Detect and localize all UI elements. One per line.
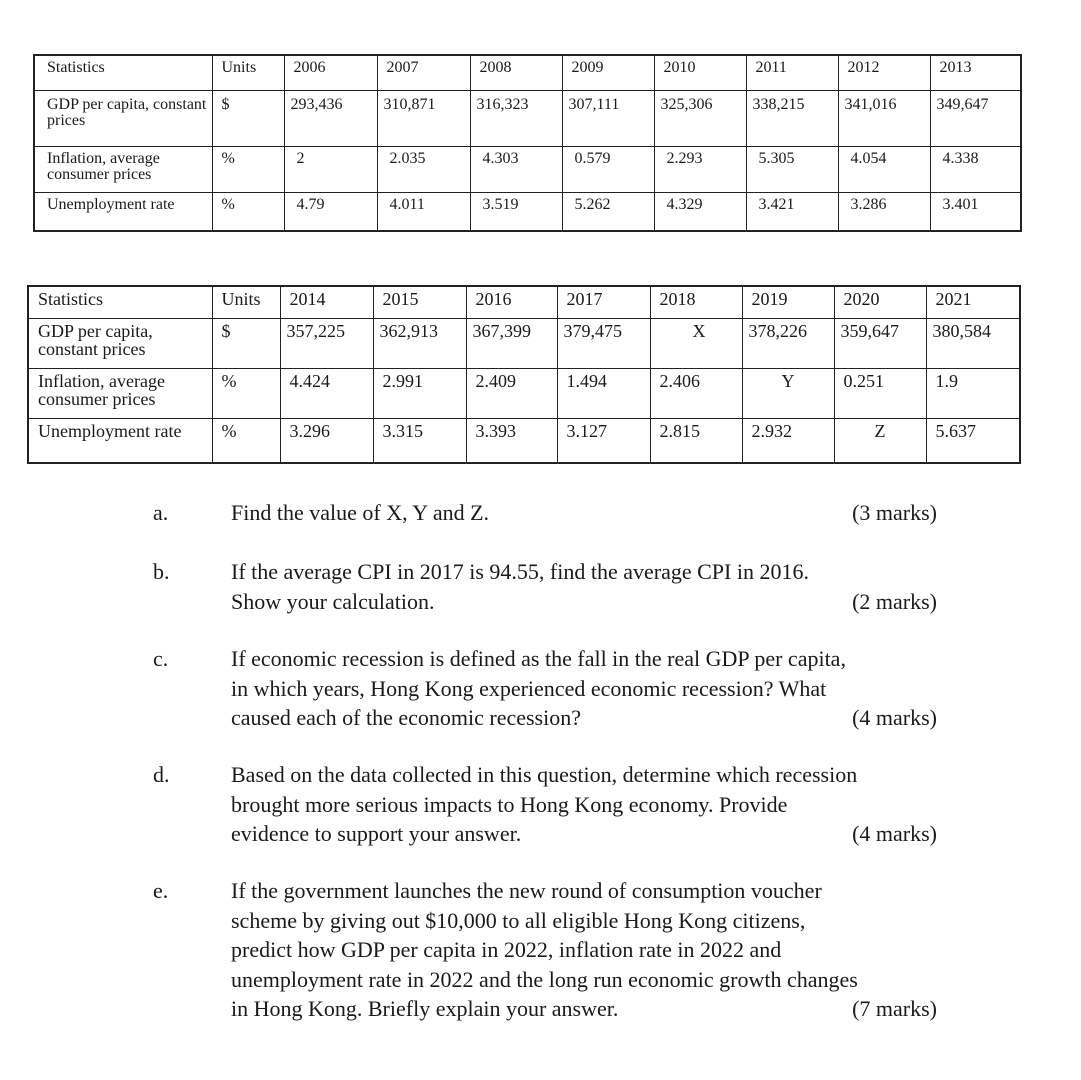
value-cell: 3.296 bbox=[280, 419, 373, 464]
unit-cell: $ bbox=[212, 91, 284, 147]
table-header-row bbox=[28, 286, 1020, 319]
header-cell: 2021 bbox=[926, 286, 1020, 319]
stats-table-2014-2021 bbox=[27, 285, 1021, 464]
value-cell: 3.127 bbox=[557, 419, 650, 464]
table-row bbox=[34, 91, 1021, 147]
value-cell: 3.401 bbox=[930, 193, 1021, 232]
row-label: Unemployment rate bbox=[34, 193, 212, 232]
value-cell: 293,436 bbox=[284, 91, 377, 147]
question-letter: e. bbox=[153, 878, 169, 903]
question-line: in Hong Kong. Briefly explain your answer. bbox=[231, 996, 619, 1021]
question-line: If economic recession is defined as the fall in the real GDP per capita, bbox=[231, 646, 846, 671]
value-cell: 2.991 bbox=[373, 369, 466, 419]
question-line: Find the value of X, Y and Z. bbox=[231, 500, 490, 525]
header-cell: 2016 bbox=[466, 286, 557, 319]
value-cell: 4.338 bbox=[930, 147, 1021, 193]
question-marks: (4 marks) bbox=[852, 821, 937, 846]
header-cell: 2019 bbox=[742, 286, 834, 319]
table-row bbox=[28, 419, 1020, 464]
header-cell: 2009 bbox=[562, 55, 654, 91]
header-cell: Statistics bbox=[34, 55, 212, 91]
header-cell: Statistics bbox=[28, 286, 212, 319]
question-line: If the average CPI in 2017 is 94.55, find the average CPI in 2016. bbox=[231, 559, 809, 584]
unit-cell: % bbox=[212, 193, 284, 232]
value-cell: 2.409 bbox=[466, 369, 557, 419]
header-cell: 2007 bbox=[377, 55, 470, 91]
row-label: Inflation, average consumer prices bbox=[28, 369, 212, 419]
question-letter: b. bbox=[153, 559, 170, 584]
table-row bbox=[34, 147, 1021, 193]
value-cell: 4.329 bbox=[654, 193, 746, 232]
question-line: caused each of the economic recession? bbox=[231, 705, 581, 730]
value-cell: 2.932 bbox=[742, 419, 834, 464]
value-cell: 4.054 bbox=[838, 147, 930, 193]
value-cell: 2.406 bbox=[650, 369, 742, 419]
value-cell: 3.393 bbox=[466, 419, 557, 464]
row-label: Inflation, average consumer prices bbox=[34, 147, 212, 193]
header-cell: 2006 bbox=[284, 55, 377, 91]
question-marks: (2 marks) bbox=[852, 588, 937, 614]
value-cell: 341,016 bbox=[838, 91, 930, 147]
question-line: brought more serious impacts to Hong Kong economy. Provide bbox=[231, 791, 788, 817]
value-cell: 3.421 bbox=[746, 193, 838, 232]
question-line: evidence to support your answer. bbox=[231, 821, 522, 846]
value-cell: 2.035 bbox=[377, 147, 470, 193]
unit-cell: $ bbox=[212, 319, 280, 369]
value-cell: 2.815 bbox=[650, 419, 742, 464]
value-cell: 338,215 bbox=[746, 91, 838, 147]
question-letter: a. bbox=[153, 500, 169, 525]
value-cell: 357,225 bbox=[280, 319, 373, 369]
value-cell: 1.9 bbox=[926, 369, 1020, 419]
header-cell: 2012 bbox=[838, 55, 930, 91]
value-cell: 5.305 bbox=[746, 147, 838, 193]
value-cell: 316,323 bbox=[470, 91, 562, 147]
value-cell: 325,306 bbox=[654, 91, 746, 147]
value-cell: 380,584 bbox=[926, 319, 1020, 369]
header-cell: 2014 bbox=[280, 286, 373, 319]
value-cell: 367,399 bbox=[466, 319, 557, 369]
header-cell: 2011 bbox=[746, 55, 838, 91]
unit-cell: % bbox=[212, 419, 280, 464]
question-line: scheme by giving out $10,000 to all eligible Hong Kong citizens, bbox=[231, 907, 806, 933]
question-letter: c. bbox=[153, 646, 169, 671]
value-cell: 349,647 bbox=[930, 91, 1021, 147]
question-marks: (3 marks) bbox=[852, 500, 937, 525]
value-cell: 1.494 bbox=[557, 369, 650, 419]
value-cell-unknown-z: Z bbox=[834, 419, 926, 464]
value-cell: 378,226 bbox=[742, 319, 834, 369]
value-cell: 3.286 bbox=[838, 193, 930, 232]
question-line: unemployment rate in 2022 and the long run economic growth changes bbox=[231, 966, 858, 992]
value-cell-unknown-x: X bbox=[650, 319, 742, 369]
question-letter: d. bbox=[153, 762, 170, 787]
question-line: If the government launches the new round of consumption voucher bbox=[231, 878, 822, 903]
value-cell: 307,111 bbox=[562, 91, 654, 147]
header-cell: 2010 bbox=[654, 55, 746, 91]
header-cell: Units bbox=[212, 286, 280, 319]
table-row bbox=[28, 369, 1020, 419]
table-header-row bbox=[34, 55, 1021, 91]
unit-cell: % bbox=[212, 369, 280, 419]
question-marks: (7 marks) bbox=[852, 996, 937, 1021]
header-cell: 2008 bbox=[470, 55, 562, 91]
unit-cell: % bbox=[212, 147, 284, 193]
value-cell: 310,871 bbox=[377, 91, 470, 147]
header-cell: 2020 bbox=[834, 286, 926, 319]
question-marks: (4 marks) bbox=[852, 705, 937, 730]
question-line: Show your calculation. bbox=[231, 588, 435, 614]
question-line: Based on the data collected in this question, determine which recession bbox=[231, 762, 858, 787]
value-cell: 5.262 bbox=[562, 193, 654, 232]
value-cell: 3.519 bbox=[470, 193, 562, 232]
table-row bbox=[28, 319, 1020, 369]
row-label: GDP per capita, constant prices bbox=[34, 91, 212, 147]
value-cell: 0.579 bbox=[562, 147, 654, 193]
value-cell: 0.251 bbox=[834, 369, 926, 419]
stats-table-2006-2013 bbox=[33, 54, 1022, 232]
row-label: Unemployment rate bbox=[28, 419, 212, 464]
header-cell: 2017 bbox=[557, 286, 650, 319]
value-cell: 4.424 bbox=[280, 369, 373, 419]
table-row bbox=[34, 193, 1021, 232]
header-cell: Units bbox=[212, 55, 284, 91]
value-cell: 5.637 bbox=[926, 419, 1020, 464]
value-cell: 362,913 bbox=[373, 319, 466, 369]
header-cell: 2018 bbox=[650, 286, 742, 319]
value-cell: 4.79 bbox=[284, 193, 377, 232]
value-cell-unknown-y: Y bbox=[742, 369, 834, 419]
value-cell: 2 bbox=[284, 147, 377, 193]
header-cell: 2015 bbox=[373, 286, 466, 319]
value-cell: 4.303 bbox=[470, 147, 562, 193]
value-cell: 379,475 bbox=[557, 319, 650, 369]
value-cell: 3.315 bbox=[373, 419, 466, 464]
value-cell: 2.293 bbox=[654, 147, 746, 193]
row-label: GDP per capita, constant prices bbox=[28, 319, 212, 369]
question-line: predict how GDP per capita in 2022, inflation rate in 2022 and bbox=[231, 937, 782, 962]
value-cell: 359,647 bbox=[834, 319, 926, 369]
value-cell: 4.011 bbox=[377, 193, 470, 232]
question-line: in which years, Hong Kong experienced economic recession? What bbox=[231, 675, 827, 701]
header-cell: 2013 bbox=[930, 55, 1021, 91]
